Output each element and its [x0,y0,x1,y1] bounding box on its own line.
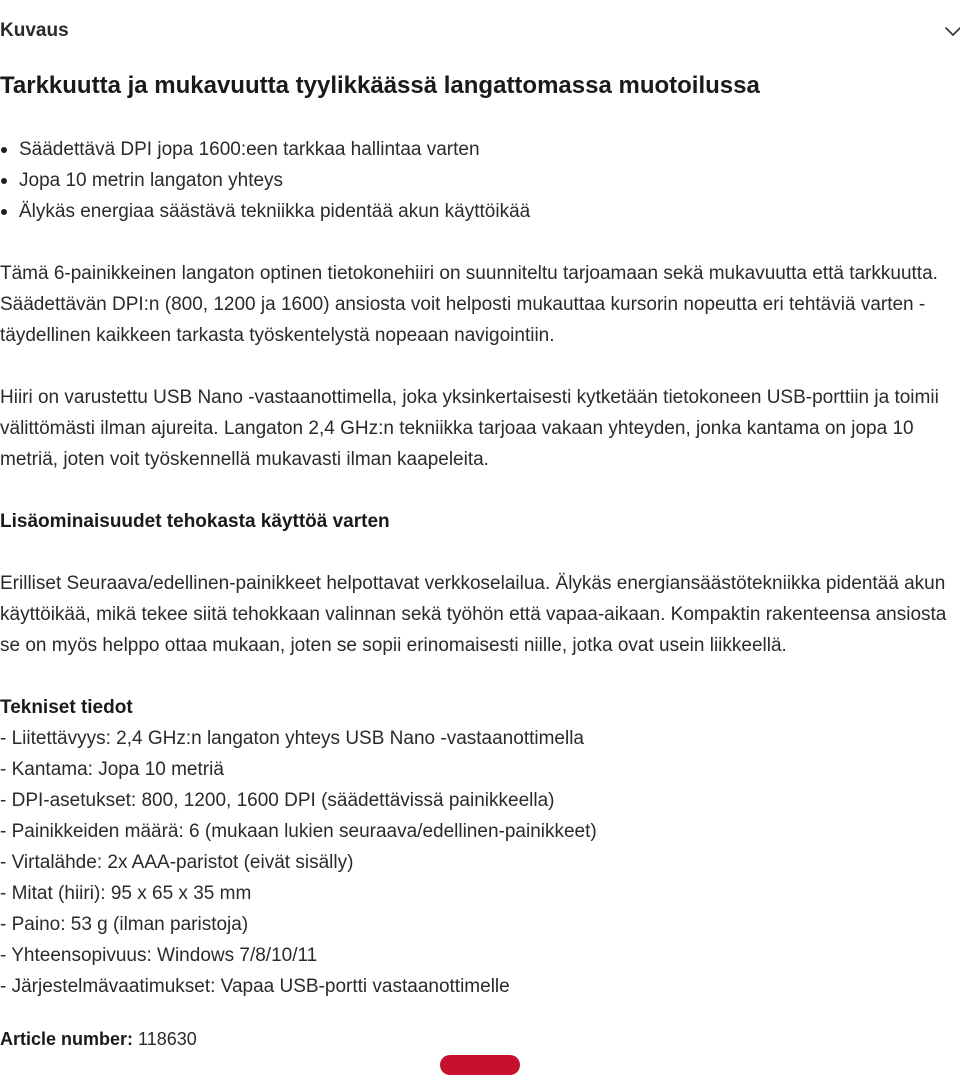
feature-bullet: Älykäs energiaa säästävä tekniikka pidentää akun käyttöikää [0,196,960,227]
floating-action-button[interactable] [440,1055,520,1075]
feature-bullet: Jopa 10 metrin langaton yhteys [0,165,960,196]
description-paragraph-1: Tämä 6-painikkeinen langaton optinen tietokonehiiri on suunniteltu tarjoamaan sekä mukavuutta että tarkkuutta. Säädettävän DPI:n (800, 1200 ja 1600) ansiosta voit helposti mukauttaa kursorin nopeutta eri tehtäviä varten - täydellinen kaikkeen tarkasta työskentelystä nopeaan navigointiin. [0,263,938,346]
description-paragraph-2: Hiiri on varustettu USB Nano -vastaanottimella, joka yksinkertaisesti kytketään tietokoneen USB-porttiin ja toimii välittömästi ilman ajureita. Langaton 2,4 GHz:n tekniikka tarjoaa vakaan yhteyden, jonka kantama on jopa 10 metriä, joten voit työskennellä mukavasti ilman kaapeleita. [0,387,939,470]
specs-title: Tekniset tiedot [0,697,133,718]
spec-item: - Virtalähde: 2x AAA-paristot (eivät sisälly) [0,852,354,873]
spec-item: - Kantama: Jopa 10 metriä [0,759,224,780]
description-accordion-header[interactable] [0,14,960,48]
feature-bullet: Säädettävä DPI jopa 1600:een tarkkaa hallintaa varten [0,134,960,165]
feature-bullet-list [0,134,960,227]
spec-item: - DPI-asetukset: 800, 1200, 1600 DPI (säädettävissä painikkeella) [0,790,555,811]
article-number-row [0,1024,197,1054]
spec-item: - Liitettävyys: 2,4 GHz:n langaton yhteys USB Nano -vastaanottimella [0,728,584,749]
article-number-value: 118630 [138,1029,197,1049]
spec-list [0,723,960,1002]
spec-item: - Paino: 53 g (ilman paristoja) [0,914,249,935]
description-headline: Tarkkuutta ja mukavuutta tyylikkäässä langattomassa muotoilussa [0,72,760,99]
spec-item: - Painikkeiden määrä: 6 (mukaan lukien seuraava/edellinen-painikkeet) [0,821,597,842]
accordion-title: Kuvaus [0,20,69,41]
spec-item: - Yhteensopivuus: Windows 7/8/10/11 [0,945,318,966]
description-paragraph-3: Erilliset Seuraava/edellinen-painikkeet helpottavat verkkoselailua. Älykäs energiansäästötekniikka pidentää akun käyttöikää, mikä tekee siitä tehokkaan valinnan sekä työhön että vapaa-aikaan. Kompaktin rakenteensa ansiosta se on myös helppo ottaa mukaan, joten se sopii erinomaisesti niille, jotka ovat usein liikkeellä. [0,573,947,656]
spec-item: - Mitat (hiiri): 95 x 65 x 35 mm [0,883,252,904]
description-content [0,64,960,1002]
spec-item: - Järjestelmävaatimukset: Vapaa USB-portti vastaanottimelle [0,976,510,997]
features-subheading: Lisäominaisuudet tehokasta käyttöä varten [0,511,390,532]
chevron-down-icon[interactable] [944,22,960,40]
article-number-label: Article number: [0,1029,134,1049]
